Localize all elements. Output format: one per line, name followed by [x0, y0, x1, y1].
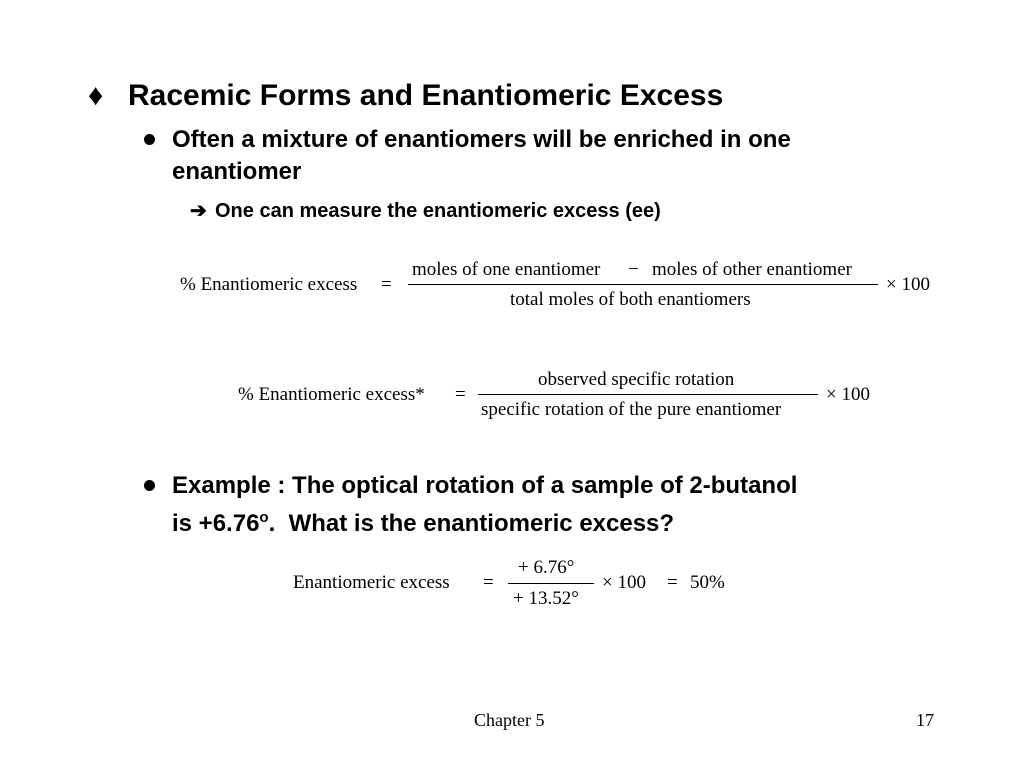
- formula-2-times-100: × 100: [826, 384, 870, 405]
- formula-1-numerator-a: moles of one enantiomer: [412, 259, 601, 280]
- bullet-2-line-1: Example : The optical rotation of a sample of 2-butanol: [172, 472, 798, 499]
- formula-1-equals: =: [381, 274, 392, 295]
- formula-2-lhs: % Enantiomeric excess*: [238, 384, 425, 405]
- bullet-1-line-1: Often a mixture of enantiomers will be enriched in one: [172, 126, 791, 153]
- formula-3-equals: =: [483, 572, 494, 593]
- formula-1-lhs: % Enantiomeric excess: [180, 274, 358, 295]
- bullet-2-line-2: is $+6.76^o$. What is the enantiomeric excess?: [172, 509, 675, 537]
- formula-3-lhs: Enantiomeric excess: [293, 572, 450, 593]
- formula-3-fraction-bar: [508, 583, 594, 584]
- sub-bullet-text: One can measure the enantiomeric excess (ee): [215, 200, 661, 222]
- formula-3-numerator: + 6.76°: [518, 557, 575, 578]
- formula-1-times-100: × 100: [886, 274, 930, 295]
- formula-3-equals-2: =: [667, 572, 678, 593]
- right-arrow-icon: ➔: [190, 200, 207, 222]
- formula-3-times-100: × 100: [602, 572, 646, 593]
- footer-page-number: 17: [916, 710, 934, 730]
- formula-3-result: 50%: [690, 572, 725, 593]
- formula-2-fraction-bar: [478, 394, 818, 395]
- formula-3-denominator: + 13.52°: [513, 588, 579, 609]
- title-diamond-bullet: ♦: [88, 79, 104, 112]
- degree-superscript: o: [259, 509, 269, 526]
- formula-2-numerator: observed specific rotation: [538, 369, 735, 390]
- formula-2-equals: =: [455, 384, 466, 405]
- bullet-2-text: [172, 470, 797, 540]
- formula-1-numerator-b: moles of other enantiomer: [652, 259, 852, 280]
- bullet-dot-icon: [144, 134, 155, 145]
- slide-title: Racemic Forms and Enantiomeric Excess: [128, 79, 724, 112]
- bullet-dot-icon: [144, 480, 155, 491]
- bullet-1-line-2: enantiomer: [172, 158, 302, 185]
- formula-1-denominator: total moles of both enantiomers: [510, 289, 751, 310]
- footer-chapter: Chapter 5: [474, 710, 545, 730]
- formula-2-denominator: specific rotation of the pure enantiomer: [481, 399, 782, 420]
- bullet-1-text: [172, 124, 791, 188]
- formula-1-minus: −: [628, 259, 639, 280]
- formula-1-fraction-bar: [408, 284, 878, 285]
